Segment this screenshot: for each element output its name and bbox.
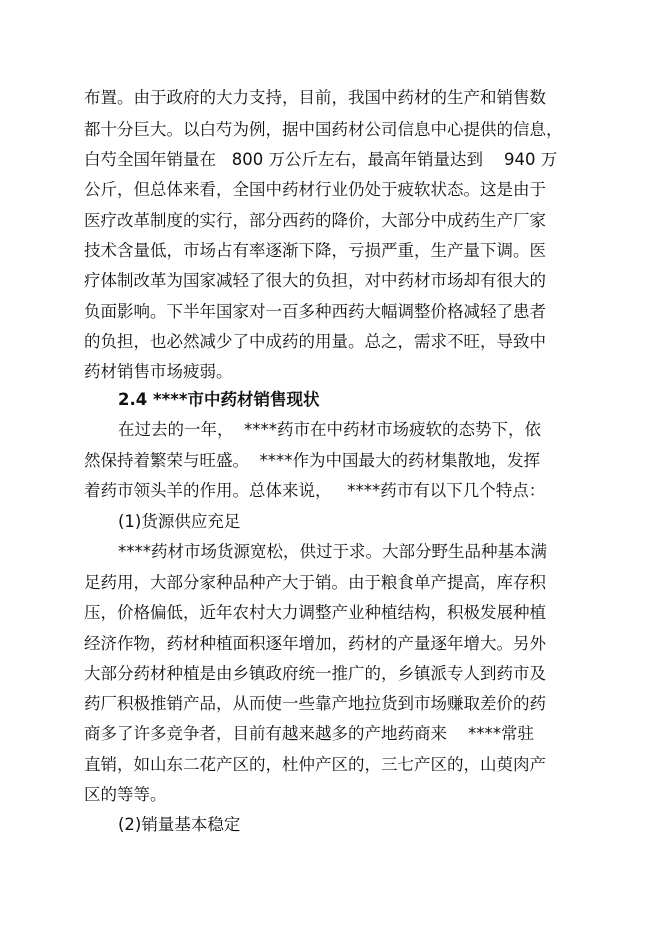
text-line: 区的等等。 <box>84 785 167 804</box>
subheading: (2)销量基本稳定 <box>118 815 241 834</box>
text-line: 布置。由于政府的大力支持，目前，我国中药材的生产和销售数 <box>84 88 546 107</box>
section-heading: 2.4 ****市中药材销售现状 <box>118 390 320 409</box>
text-line: 然保持着繁荣与旺盛。 ****作为中国最大的药材集散地，发挥 <box>84 451 540 470</box>
text-line: 压，价格偏低，近年农村大力调整产业种植结构，积极发展种植 <box>84 603 546 622</box>
text-line: 白芍全国年销量在 800 万公斤左右，最高年销量达到 940 万 <box>84 150 558 169</box>
text-line: 商多了许多竞争者，目前有越来越多的产地药商来 ****常驻 <box>84 724 534 743</box>
text-line: 公斤，但总体来看，全国中药材行业仍处于疲软状态。这是由于 <box>84 180 546 199</box>
text-line: 足药用，大部分家种品种产大于销。由于粮食单产提高，库存积 <box>84 573 546 592</box>
text-line: 直销，如山东二花产区的，杜仲产区的，三七产区的，山萸肉产 <box>84 755 546 774</box>
text-line: ****药材市场货源宽松，供过于求。大部分野生品种基本满 <box>118 542 547 561</box>
text-line: 药材销售市场疲弱。 <box>84 362 233 381</box>
text-line: 在过去的一年， ****药市在中药材市场疲软的态势下，依 <box>118 420 541 439</box>
text-line: 着药市领头羊的作用。总体来说， ****药市有以下几个特点： <box>84 481 546 500</box>
text-line: 经济作物，药材种植面积逐年增加，药材的产量逐年增大。另外 <box>84 634 546 653</box>
text-line: 大部分药材种植是由乡镇政府统一推广的，乡镇派专人到药市及 <box>84 664 546 683</box>
text-line: 技术含量低，市场占有率逐渐下降，亏损严重，生产量下调。医 <box>84 241 546 260</box>
subheading: (1)货源供应充足 <box>118 512 241 531</box>
text-line: 都十分巨大。以白芍为例，据中国药材公司信息中心提供的信息， <box>84 120 563 139</box>
text-line: 的负担，也必然减少了中成药的用量。总之，需求不旺，导致中 <box>84 332 546 351</box>
text-line: 药厂积极推销产品，从而使一些靠产地拉货到市场赚取差价的药 <box>84 694 546 713</box>
text-line: 负面影响。下半年国家对一百多种西药大幅调整价格减轻了患者 <box>84 302 546 321</box>
text-line: 疗体制改革为国家减轻了很大的负担，对中药材市场却有很大的 <box>84 271 546 290</box>
text-line: 医疗改革制度的实行，部分西药的降价，大部分中成药生产厂家 <box>84 211 546 230</box>
